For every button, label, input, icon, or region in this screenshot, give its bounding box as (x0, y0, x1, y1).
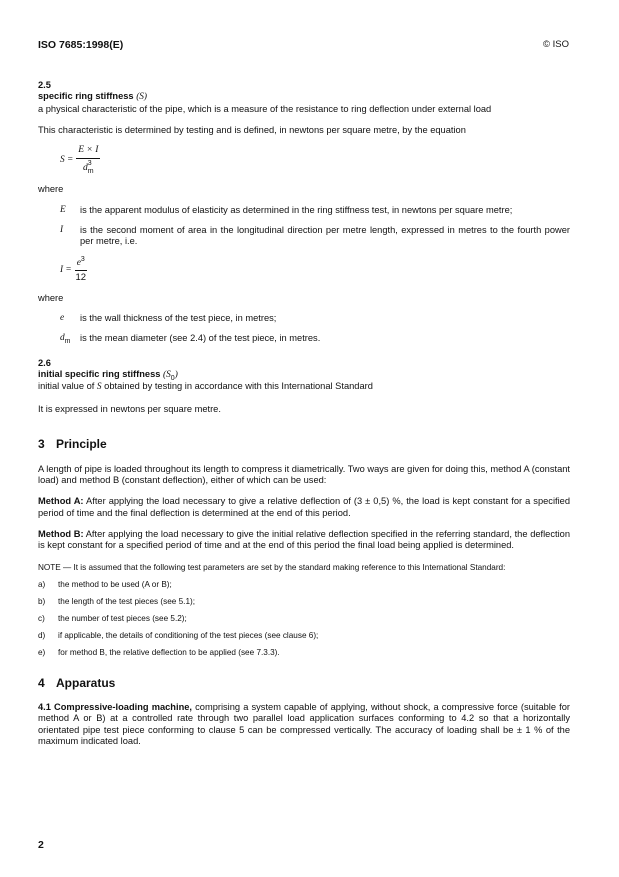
symbol: $d_m$ (60, 333, 71, 346)
term-definition: a physical characteristic of the pipe, which is a measure of the resistance to ring deflection under external load (38, 103, 492, 114)
clause-number: 2.6 (38, 357, 51, 368)
symbol: e (60, 312, 65, 323)
method-a: Method A: After applying the load necessary to give a relative deflection of (3 ± 0,5) %, the load is kept constant for a specified period of time and the final deflection is determined at the end of this period. (38, 496, 570, 518)
term-definition: initial value of S obtained by testing in accordance with this International Standard (38, 381, 373, 393)
clause-2-5 (38, 80, 570, 345)
section-heading: 3 Principle (38, 436, 107, 451)
term-symbol: (S) (136, 92, 148, 103)
fraction (75, 255, 87, 284)
definition-text: is the mean diameter (see 2.4) of the test piece, in metres. (80, 333, 321, 344)
clause-4-1: 4.1 Compressive-loading machine, comprising a system capable of applying, without shock, a compressive force (suitable for method A or B) at a controlled rate through two parallel load application surfaces conforming to 4.2 so that a horizontally orientated pipe test piece conforming to clause 5 can be compressed vertically. The accuracy of loading shall be ± 1 % of the maximum indicated load. (38, 702, 571, 747)
equation-lhs: I = (60, 264, 72, 275)
list-item: c) the number of test pieces (see 5.2); (38, 613, 187, 623)
note: NOTE — It is assumed that the following test parameters are set by the standard making reference to this International Standard: (38, 562, 506, 572)
clause-2-6 (38, 358, 570, 415)
where-label: where (38, 292, 64, 303)
method-b: Method B: After applying the load necessary to give the initial relative deflection specified in the referring standard, the deflection is kept constant for a specified period of time and at the end of this period the final load being applied is determined. (38, 528, 570, 551)
list-item: d) if applicable, the details of conditioning of the test pieces (see clause 6); (38, 630, 319, 640)
equation-lhs: S = (60, 154, 74, 165)
page-number: 2 (38, 839, 44, 851)
list-item: a) the method to be used (A or B); (38, 579, 172, 589)
term-symbol: $(S_0)$ (163, 369, 178, 382)
section-heading: 4 Apparatus (38, 675, 116, 690)
definition-I (38, 225, 570, 248)
definition-text: is the wall thickness of the test piece, in metres; (80, 312, 277, 323)
paragraph: It is expressed in newtons per square metre. (38, 403, 221, 414)
symbol: I (60, 224, 64, 235)
definition-text: is the second moment of area in the longitudinal direction per metre length, expressed in metres to the fourth power per metre, i.e. (80, 224, 570, 247)
term-title: specific ring stiffness (38, 91, 134, 102)
equation-stiffness (60, 144, 570, 176)
equation-moment (60, 256, 570, 286)
symbol: E (60, 204, 66, 215)
where-label: where (38, 184, 64, 195)
term-title: initial specific ring stiffness (38, 368, 161, 379)
fraction-numerator: $e^3$ (75, 258, 87, 272)
definition-dm (38, 333, 570, 344)
paragraph: This characteristic is determined by testing and is defined, in newtons per square metre, by the equation (38, 124, 466, 135)
copyright: © ISO (542, 39, 569, 50)
definition-text: is the apparent modulus of elasticity as determined in the ring stiffness test, in newtons per square metre; (80, 204, 513, 215)
section-3 (38, 437, 570, 658)
page-content (38, 80, 570, 747)
clause-number: 2.5 (38, 80, 51, 90)
document-id: ISO 7685:1998(E) (38, 39, 124, 51)
fraction-denominator: d 3 m (83, 159, 94, 175)
list-item: e) for method B, the relative deflection to be applied (see 7.3.3). (38, 647, 280, 657)
definition-e (38, 313, 570, 324)
section-4 (38, 676, 570, 748)
paragraph: A length of pipe is loaded throughout its length to compress it diametrically. Two ways are given for doing this, method A (constant load) and method B (constant deflection), either of which can be used: (38, 463, 570, 485)
definition-E (38, 205, 570, 216)
list-item: b) the length of the test pieces (see 5.1); (38, 596, 195, 606)
fraction-numerator: E × I (76, 145, 100, 159)
fraction (76, 145, 100, 176)
fraction-denominator: 12 (75, 272, 87, 284)
